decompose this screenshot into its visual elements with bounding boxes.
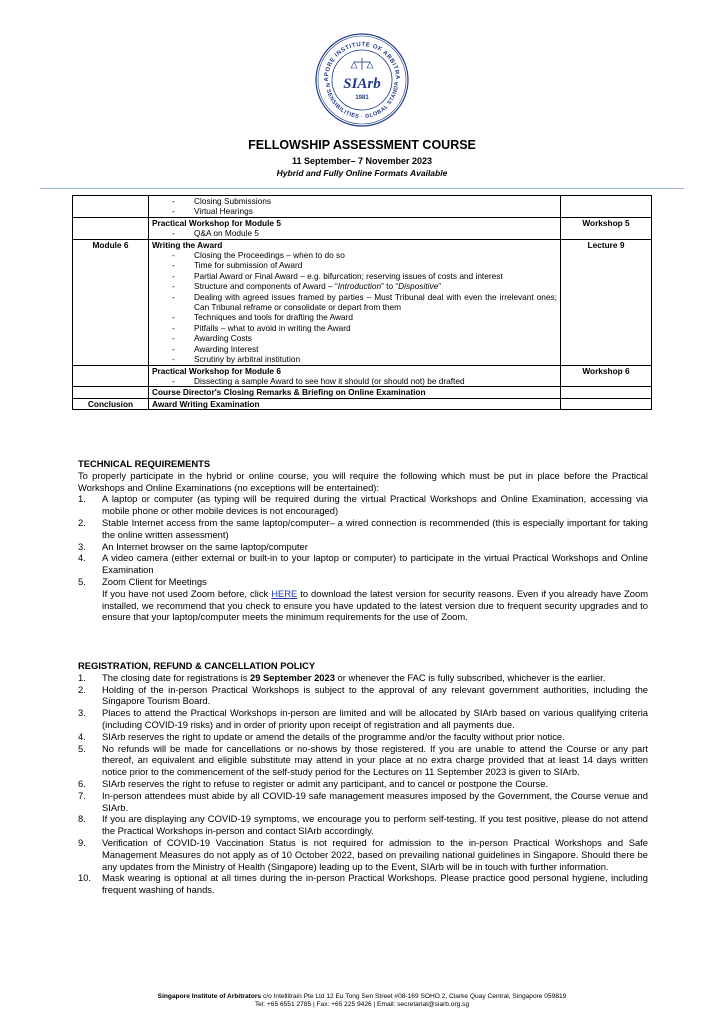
topic-bullet: - Scrutiny by arbitral institution [152, 354, 557, 364]
topic-bullet-text: Awarding Interest [194, 343, 259, 354]
list-item: 10. Mask wearing is optional at all times during the in-person Practical Workshops. Please practice good personal hygiene, including frequent washing of hands. [78, 872, 648, 896]
registration-item-8: If you are displaying any COVID-19 symptoms, we encourage you to perform self-testing. If you test positive, please do not attend the Practical Workshops in-person and contact SIArb accordingly. [102, 813, 648, 837]
schedule-table [72, 195, 652, 410]
session-cell: Workshop 5 [561, 217, 652, 239]
session-cell [561, 196, 652, 218]
list-item: 4. A video camera (either external or built-in to your laptop or computer) to participate in the virtual Practical Workshops and Online Examination [78, 552, 648, 576]
course-formats: Hybrid and Fully Online Formats Available [276, 168, 448, 178]
closing-date-text-post: or whenever the FAC is fully subscribed, whichever is the earlier. [334, 671, 606, 683]
session-cell: Workshop 6 [561, 365, 652, 387]
topic-title: Practical Workshop for Module 5 [152, 217, 281, 228]
topic-bullet: - Closing the Proceedings – when to do so [152, 250, 557, 260]
registration-heading: REGISTRATION, REFUND & CANCELLATION POLICY [78, 660, 316, 671]
topic-bullet: - Pitfalls – what to avoid in writing the Award [152, 323, 557, 333]
course-title: FELLOWSHIP ASSESSMENT COURSE [248, 138, 476, 152]
table-row [73, 365, 652, 387]
topic-bullet: - Structure and components of Award – “Introduction” to “Dispositive” [152, 281, 557, 291]
list-item: 9. Verification of COVID-19 Vaccination Status is not required for admission to the in-person Practical Workshops and Safe Management Measures do not apply as of 10 October 2022, based on prevailing national guidelines in Singapore. Should there be any updates from the Ministry of Health (Singapore) leading up to the Event, SIArb will be in touch with further information. [78, 836, 648, 872]
siarb-seal-icon [314, 32, 410, 128]
zoom-text-post: to download the latest version for security reasons. Even if you already have Zoom installed, we recommend that you check to ensure you have updated to the latest version due to frequent security upgrades and to ensure that your laptop/computer meets the minimum requirements for the use of Zoom. [102, 587, 649, 623]
module-cell: Conclusion [73, 398, 149, 409]
footer-contact: Tel: +65 6551 2785 | Fax: +65 225 9426 | Email: secretariat@siarb.org.sg [254, 1001, 470, 1008]
topic-bullet: - Partial Award or Final Award – e.g. bifurcation; reserving issues of costs and interest [152, 271, 557, 281]
topic-cell [149, 387, 561, 398]
topic-bullet: - Dissecting a sample Award to see how it should (or should not) be drafted [152, 376, 557, 386]
registration-item-2: Holding of the in-person Practical Workshops is subject to the approval of any relevant government authorities, including the Singapore Tourism Board. [102, 683, 648, 707]
list-item: 3. Places to attend the Practical Workshops in-person are limited and will be allocated by SIArb based on various qualifying criteria (including COVID-19 risks) and in order of priority upon receipt of registration and all payments due. [78, 707, 648, 730]
topic-cell [149, 398, 561, 409]
topic-title: Award Writing Examination [152, 398, 260, 409]
module-cell [73, 217, 149, 239]
topic-bullet-text: Q&A on Module 5 [194, 228, 260, 239]
list-item: 8. If you are displaying any COVID-19 symptoms, we encourage you to perform self-testing. If you test positive, please do not attend the Practical Workshops in-person and contact SIArb accordingly. [78, 813, 648, 837]
registration-item-7: In-person attendees must abide by all COVID-19 safe management measures imposed by the Government, the Course venue and SIArb. [102, 789, 648, 813]
topic-bullet-text: Techniques and tools for drafting the Award [194, 312, 353, 323]
session-cell [561, 398, 652, 409]
registration-item-6: SIArb reserves the right to refuse to register or admit any participant, and to cancel or postpone the Course. [102, 777, 549, 789]
topic-cell [149, 239, 561, 365]
course-dates: 11 September– 7 November 2023 [291, 156, 433, 166]
topic-bullet-text: Dissecting a sample Award to see how it should (or should not) be drafted [194, 375, 465, 386]
list-item: 2. Holding of the in-person Practical Workshops is subject to the approval of any relevant government authorities, including the Singapore Tourism Board. [78, 683, 648, 707]
list-item: 5. Zoom Client for Meetings If you have not used Zoom before, click HERE to download the latest version for security reasons. Even if you already have Zoom installed, we recommend that you check to ensure you have updated to the latest version due to frequent security upgrades and to ensure that your laptop/computer meets the minimum requirements for the use of Zoom. [78, 575, 649, 623]
registration-item-1 [102, 672, 648, 684]
zoom-text-pre: If you have not used Zoom before, click [102, 587, 272, 599]
module-cell [73, 387, 149, 398]
registration-item-10: Mask wearing is optional at all times during the in-person Practical Workshops. Please practice good personal hygiene, including frequent washing of hands. [102, 872, 648, 896]
technical-item-5 [102, 576, 648, 623]
module-cell [73, 365, 149, 387]
technical-item-1: A laptop or computer (as typing will be required during the virtual Practical Workshops and Online Examination, accessing via mobile phone or other mobile devices is not encouraged) [102, 493, 648, 517]
topic-bullet: - Time for submission of Award [152, 260, 557, 270]
topic-title: Writing the Award [152, 239, 223, 250]
topic-cell [149, 196, 561, 218]
topic-cell [149, 217, 561, 239]
topic-bullet-text: Virtual Hearings [194, 206, 253, 217]
topic-bullet: - Dealing with agreed issues framed by parties – Must Tribunal deal with even the irrelevant ones; Can Tribunal reframe or consolidate or depart from them [172, 291, 557, 313]
topic-title: Practical Workshop for Module 6 [152, 365, 281, 376]
topic-bullet-text: Scrutiny by arbitral institution [194, 354, 301, 365]
zoom-download-link[interactable]: HERE [271, 587, 298, 599]
list-item: 3. An Internet browser on the same laptop/computer [78, 541, 648, 553]
topic-bullet: - Awarding Interest [152, 344, 557, 354]
logo-monogram: SIArb [343, 76, 381, 92]
technical-item-2: Stable Internet access from the same laptop/computer– a wired connection is recommended (this is especially important for taking the online written assessment) [102, 516, 648, 540]
topic-bullet: - Q&A on Module 5 [152, 228, 557, 238]
registration-section [78, 660, 648, 896]
topic-bullet-text: Pitfalls – what to avoid in writing the Award [194, 322, 351, 333]
table-row [73, 239, 652, 365]
logo-year: 1981 [355, 95, 369, 101]
topic-bullet: - Virtual Hearings [152, 206, 557, 216]
zoom-client-label: Zoom Client for Meetings [102, 575, 207, 587]
topic-bullet-text: Awarding Costs [194, 333, 252, 344]
topic-cell [149, 365, 561, 387]
topic-bullet: - Awarding Costs [152, 333, 557, 343]
table-row [73, 387, 652, 398]
svg-text:SINGAPORE INSTITUTE OF ARBITRA [314, 32, 400, 82]
module-cell [73, 196, 149, 218]
list-item: 7. In-person attendees must abide by all COVID-19 safe management measures imposed by the Government, the Course venue and SIArb. [78, 789, 648, 813]
technical-heading: TECHNICAL REQUIREMENTS [78, 458, 211, 469]
topic-bullet-text: Closing the Proceedings – when to do so [194, 250, 345, 261]
technical-item-3: An Internet browser on the same laptop/computer [102, 540, 308, 552]
technical-item-4: A video camera (either external or built-in to your laptop or computer) to participate in the virtual Practical Workshops and Online Examination [102, 552, 648, 576]
table-row [73, 196, 652, 218]
registration-item-4: SIArb reserves the right to update or amend the details of the programme and/or the faculty without prior notice. [102, 730, 565, 742]
registration-item-3: Places to attend the Practical Workshops in-person are limited and will be allocated by SIArb based on various qualifying criteria (including COVID-19 risks) and in order of priority upon receipt of registration and all payments due. [102, 707, 648, 730]
topic-bullet-text: Partial Award or Final Award – e.g. bifurcation; reserving issues of costs and interest [194, 270, 503, 281]
module-cell: Module 6 [73, 239, 149, 365]
topic-bullet-text: Structure and components of Award – “Introduction” to “Dispositive” [194, 281, 442, 292]
siarb-logo [314, 32, 410, 128]
closing-date: 29 September 2023 [250, 671, 335, 683]
topic-bullet-text: Dealing with agreed issues framed by parties – Must Tribunal deal with even the irrelevant ones; Can Tribunal reframe or consolidate or depart from them [194, 291, 557, 313]
topic-title: Course Director's Closing Remarks & Briefing on Online Examination [152, 387, 426, 398]
technical-requirements-section [78, 458, 648, 623]
footer [0, 993, 724, 1009]
footer-org: Singapore Institute of Arbitrators [157, 993, 262, 1000]
footer-address: c/o Intellitrain Pte Ltd 12 Eu Tong Sen Street #08-169 SOHO 2, Clarke Quay Central, Singapore 059819 [261, 993, 567, 1000]
session-cell: Lecture 9 [561, 239, 652, 365]
topic-bullet-text: Closing Submissions [194, 196, 272, 206]
logo-ring-top: APORE INSTITUTE OF ARBITRA [323, 41, 401, 82]
registration-item-5: No refunds will be made for cancellations or no-shows by those registered. If you are unable to attend the Course or any part thereof, an equivalent and eligible substitute may attend in your place at no extra charge provided that at least 14 days written notice prior to the commencement of the self-study period for the Lectures on 11 September 2023 is given to SIArb. [102, 742, 648, 778]
technical-intro: To properly participate in the hybrid or online course, you will require the following which must be put in place before the Practical Workshops and Online Examinations (no exceptions will be entertained): [78, 469, 648, 493]
table-row [73, 398, 652, 409]
closing-date-text: The closing date for registrations is [102, 671, 250, 683]
list-item: 6. SIArb reserves the right to refuse to register or admit any participant, and to cancel or postpone the Course. [78, 778, 648, 790]
table-row [73, 217, 652, 239]
logo-ring-bottom: N SENSIBILITIES · GLOBAL STANDA [323, 81, 401, 120]
list-item: 2. Stable Internet access from the same laptop/computer– a wired connection is recommended (this is especially important for taking the online written assessment) [78, 516, 648, 540]
session-cell [561, 387, 652, 398]
header-divider [40, 188, 684, 189]
list-item: 1. A laptop or computer (as typing will be required during the virtual Practical Workshops and Online Examination, accessing via mobile phone or other mobile devices is not encouraged) [78, 493, 648, 517]
topic-bullet-text: Time for submission of Award [194, 260, 303, 271]
list-item: 5. No refunds will be made for cancellations or no-shows by those registered. If you are unable to attend the Course or any part thereof, an equivalent and eligible substitute may attend in your place at no extra charge provided that at least 14 days written notice prior to the commencement of the self-study period for the Lectures on 11 September 2023 is given to SIArb. [78, 742, 648, 778]
topic-bullet: - Techniques and tools for drafting the Award [152, 312, 557, 322]
list-item: 1. The closing date for registrations is 29 September 2023 or whenever the FAC is fully subscribed, whichever is the earlier. [78, 672, 648, 684]
list-item: 4. SIArb reserves the right to update or amend the details of the programme and/or the faculty without prior notice. [78, 731, 648, 743]
topic-bullet: - Closing Submissions [152, 196, 557, 206]
registration-item-9: Verification of COVID-19 Vaccination Status is not required for admission to the in-person Practical Workshops and Safe Management Measures do not apply as of 10 October 2022, based on prevailing national guidelines in Singapore. Should there be any updates from the Ministry of Health (Singapore) leading up to the Event, SIArb will be in touch with further information. [102, 836, 648, 872]
